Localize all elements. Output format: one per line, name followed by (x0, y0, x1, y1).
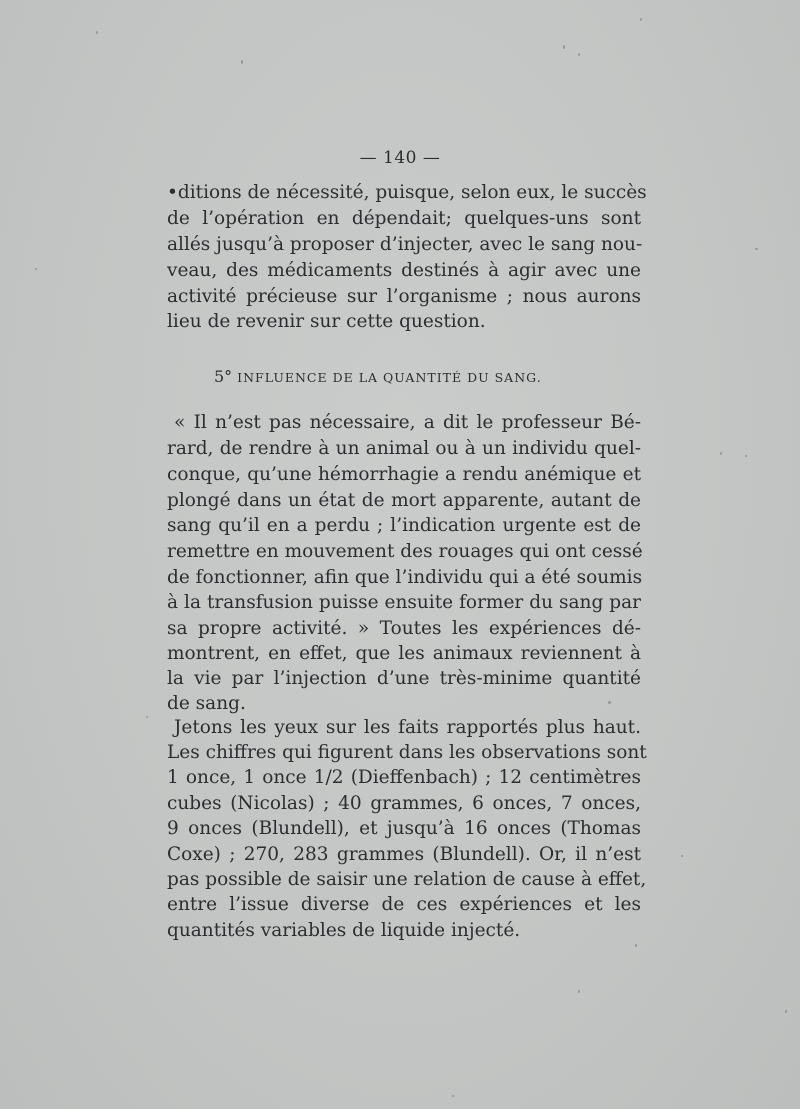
paper-speck (96, 31, 98, 34)
paragraph-2-line: rard, de rendre à un animal ou à un individu quel- (167, 438, 641, 459)
section-title: INFLUENCE DE LA QUANTITÉ DU SANG. (237, 370, 542, 385)
paper-speck (146, 716, 148, 718)
paper-speck (640, 18, 642, 21)
paragraph-1-line: lieu de revenir sur cette question. (167, 311, 486, 332)
paragraph-2-line: sang qu’il en a perdu ; l’indication urgente est de (167, 515, 641, 536)
paper-speck (563, 45, 565, 49)
paragraph-2-line: sa propre activité. » Toutes les expériences dé- (167, 618, 641, 639)
paper-speck (755, 248, 758, 250)
paragraph-3-line: pas possible de saisir une relation de cause à effet, (167, 869, 647, 890)
paper-speck (578, 53, 580, 56)
paper-speck (241, 60, 243, 64)
paper-speck (720, 452, 722, 455)
paper-speck (681, 855, 683, 857)
section-heading (214, 367, 542, 386)
paragraph-2-line: « Il n’est pas nécessaire, a dit le professeur Bé- (174, 412, 641, 433)
paragraph-1-line: allés jusqu’à proposer d’injecter, avec le sang nou- (167, 234, 643, 255)
paragraph-1-line: de l’opération en dépendait; quelques-uns sont (167, 208, 641, 229)
paragraph-2-line: à la transfusion puisse ensuite former du sang par (167, 592, 641, 613)
paragraph-3-line: entre l’issue diverse de ces expériences et les (167, 894, 641, 915)
paragraph-2-line: de fonctionner, afin que l’individu qui a été soumis (167, 567, 643, 588)
paragraph-3-line: Coxe) ; 270, 283 grammes (Blundell). Or, il n’est (167, 844, 641, 865)
paragraph-2-line: remettre en mouvement des rouages qui ont cessé (167, 541, 643, 562)
paragraph-1-line: veau, des médicaments destinés à agir avec une (167, 260, 641, 281)
page-number: — 140 — (359, 148, 441, 168)
paragraph-1-line: activité précieuse sur l’organisme ; nous aurons (167, 286, 641, 307)
paragraph-3-line: 9 onces (Blundell), et jusqu’à 16 onces (Thomas (167, 818, 641, 839)
paragraph-2-line: montrent, en effet, que les animaux reviennent à (167, 643, 641, 664)
paragraph-3-line: 1 once, 1 once 1/2 (Dieffenbach) ; 12 centimètres (167, 767, 641, 788)
paper-speck (785, 1010, 787, 1013)
paragraph-3-line: Les chiffres qui figurent dans les observations sont (167, 742, 647, 763)
paragraph-3-line: Jetons les yeux sur les faits rapportés plus haut. (174, 717, 641, 738)
section-number: 5° (214, 367, 233, 386)
paragraph-1-line: •ditions de nécessité, puisque, selon eux, le succès (167, 182, 647, 203)
paragraph-2-line: plongé dans un état de mort apparente, autant de (167, 490, 641, 511)
paragraph-3-line: cubes (Nicolas) ; 40 grammes, 6 onces, 7 onces, (167, 793, 641, 814)
paper-speck (35, 268, 37, 270)
paragraph-2-line: conque, qu’une hémorrhagie a rendu anémique et (167, 464, 641, 485)
paper-speck (745, 455, 747, 457)
paragraph-2-line: la vie par l’injection d’une très-minime quantité (167, 668, 641, 689)
paper-speck (578, 990, 580, 993)
paragraph-2-line: de sang. (167, 693, 246, 714)
paper-speck (452, 1095, 454, 1097)
paper-speck (635, 944, 637, 947)
paragraph-3-line: quantités variables de liquide injecté. (167, 920, 521, 941)
